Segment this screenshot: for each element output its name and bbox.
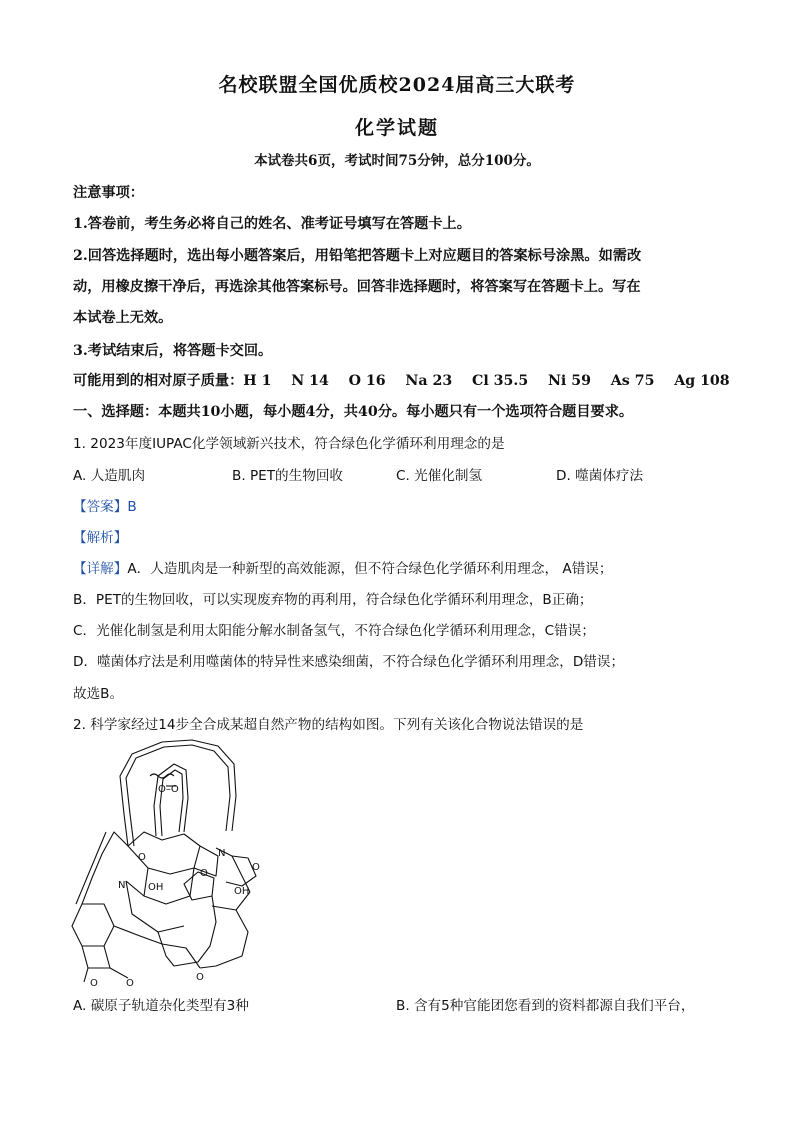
detail-line-c: C．光催化制氢是利用太阳能分解水制备氢气，不符合绿色化学循环利用理念，C错误； [73, 623, 595, 639]
detail-a-text: A．人造肌肉是一种新型的高效能源，但不符合绿色化学循环利用理念， A错误； [127, 561, 613, 577]
label-o-ether: O [138, 852, 146, 863]
notice-item-2-line-3: 本试卷上无效。 [73, 310, 173, 326]
detail-line-d: D．噬菌体疗法是利用噬菌体的特异性来感染细菌，不符合绿色化学循环利用理念，D错误； [73, 654, 625, 670]
notice-item-2-line-1: 2.回答选择题时，选出每小题答案后，用铅笔把答题卡上对应题目的答案标号涂黑。如需改 [73, 248, 642, 264]
label-o-dione-1: O [90, 978, 98, 988]
notice-item-1: 1.答卷前，考生务必将自己的姓名、准考证号填写在答题卡上。 [73, 216, 471, 232]
notice-item-2-line-2: 动，用橡皮擦干净后，再选涂其他答案标号。回答非选择题时，将答案写在答题卡上。写在 [73, 279, 641, 295]
notice-heading: 注意事项： [73, 185, 144, 201]
notice-item-3: 3.考试结束后，将答题卡交回。 [73, 343, 273, 359]
question-1-option-a: A. 人造肌肉 [73, 468, 146, 484]
question-1-option-b: B. PET的生物回收 [232, 468, 344, 484]
subject-title: 化学试题 [354, 117, 439, 139]
question-1-stem: 1. 2023年度IUPAC化学领域新兴技术，符合绿色化学循环利用理念的是 [73, 436, 505, 452]
answer-tag: 【答案】B [73, 499, 137, 515]
label-o-lactam: O [252, 862, 260, 873]
exam-title: 名校联盟全国优质校2024届高三大联考 [218, 74, 576, 96]
question-1-option-d: D. 噬菌体疗法 [556, 468, 644, 484]
question-1-option-c: C. 光催化制氢 [396, 468, 483, 484]
label-oh-center: OH [148, 882, 164, 893]
section-heading: 一、选择题：本题共10小题，每小题4分，共40分。每小题只有一个选项符合题目要求。 [73, 404, 634, 420]
analysis-tag: 【解析】 [73, 530, 128, 546]
label-n-right: N [218, 848, 226, 859]
detail-tag: 【详解】 [73, 561, 128, 577]
question-2-stem: 2. 科学家经过14步全合成某超自然产物的结构如图。下列有关该化合物说法错误的是 [73, 717, 584, 733]
conclusion-line: 故选B。 [73, 686, 124, 702]
exam-info: 本试卷共6页，考试时间75分钟，总分100分。 [254, 153, 540, 169]
label-oh-right: OH [234, 886, 250, 897]
label-furan-o: O [200, 868, 208, 879]
label-peroxide: O–O [158, 784, 179, 795]
label-o-dione-2: O [126, 978, 134, 988]
molecule-structure-diagram [66, 736, 280, 988]
question-2-option-b: B. 含有5种官能团您看到的资料都源自我们平台， [396, 998, 695, 1014]
detail-line-a [73, 557, 612, 577]
label-o-ketone: O [196, 972, 204, 983]
label-n-left: N [118, 880, 126, 891]
atomic-masses: 可能用到的相对原子质量：H 1 N 14 O 16 Na 23 Cl 35.5 Ni 59 As 75 Ag 108 [73, 373, 730, 389]
detail-line-b: B．PET的生物回收，可以实现废弃物的再利用，符合绿色化学循环利用理念，B正确； [73, 592, 593, 608]
question-2-option-a: A. 碳原子轨道杂化类型有3种 [73, 998, 249, 1014]
